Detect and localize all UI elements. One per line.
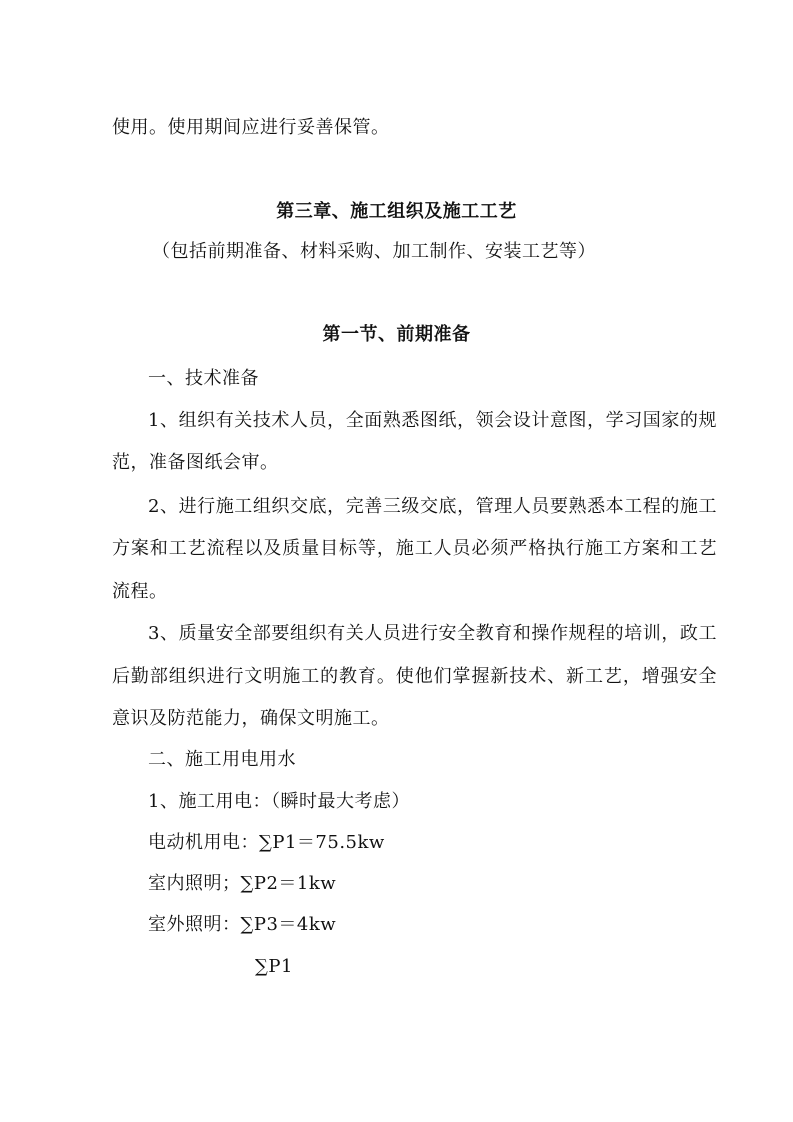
paragraph-2-line-2: 方案和工艺流程以及质量目标等，施工人员必须严格执行施工方案和工艺 <box>112 538 717 559</box>
paragraph-2-line-1: 2、进行施工组织交底，完善三级交底，管理人员要熟悉本工程的施工 <box>148 496 717 517</box>
subsection-title-power-water: 二、施工用电用水 <box>148 749 296 770</box>
paragraph-1-line-2: 范，准备图纸会审。 <box>112 452 279 473</box>
paragraph-3-line-1: 3、质量安全部要组织有关人员进行安全教育和操作规程的培训，政工 <box>148 623 717 644</box>
paragraph-3-line-3: 意识及防范能力，确保文明施工。 <box>112 708 390 729</box>
subsection-title-technical: 一、技术准备 <box>148 368 259 389</box>
outdoor-lighting: 室外照明：∑P3＝4kw <box>148 914 337 935</box>
section-title: 第一节、前期准备 <box>322 324 471 345</box>
formula-fragment: ∑P1 <box>255 956 293 977</box>
indoor-lighting: 室内照明；∑P2＝1kw <box>148 873 337 894</box>
paragraph-2-line-3: 流程。 <box>112 581 168 602</box>
motor-power: 电动机用电：∑P1＝75.5kw <box>148 832 385 853</box>
paragraph-1-line-1: 1、组织有关技术人员，全面熟悉图纸，领会设计意图，学习国家的规 <box>148 410 717 431</box>
chapter-subtitle: （包括前期准备、材料采购、加工制作、安装工艺等） <box>152 241 596 262</box>
continuation-text: 使用。使用期间应进行妥善保管。 <box>112 117 390 138</box>
chapter-title: 第三章、施工组织及施工工艺 <box>276 201 517 222</box>
power-title: 1、施工用电：（瞬时最大考虑） <box>148 791 410 812</box>
paragraph-3-line-2: 后勤部组织进行文明施工的教育。使他们掌握新技术、新工艺，增强安全 <box>112 666 717 687</box>
